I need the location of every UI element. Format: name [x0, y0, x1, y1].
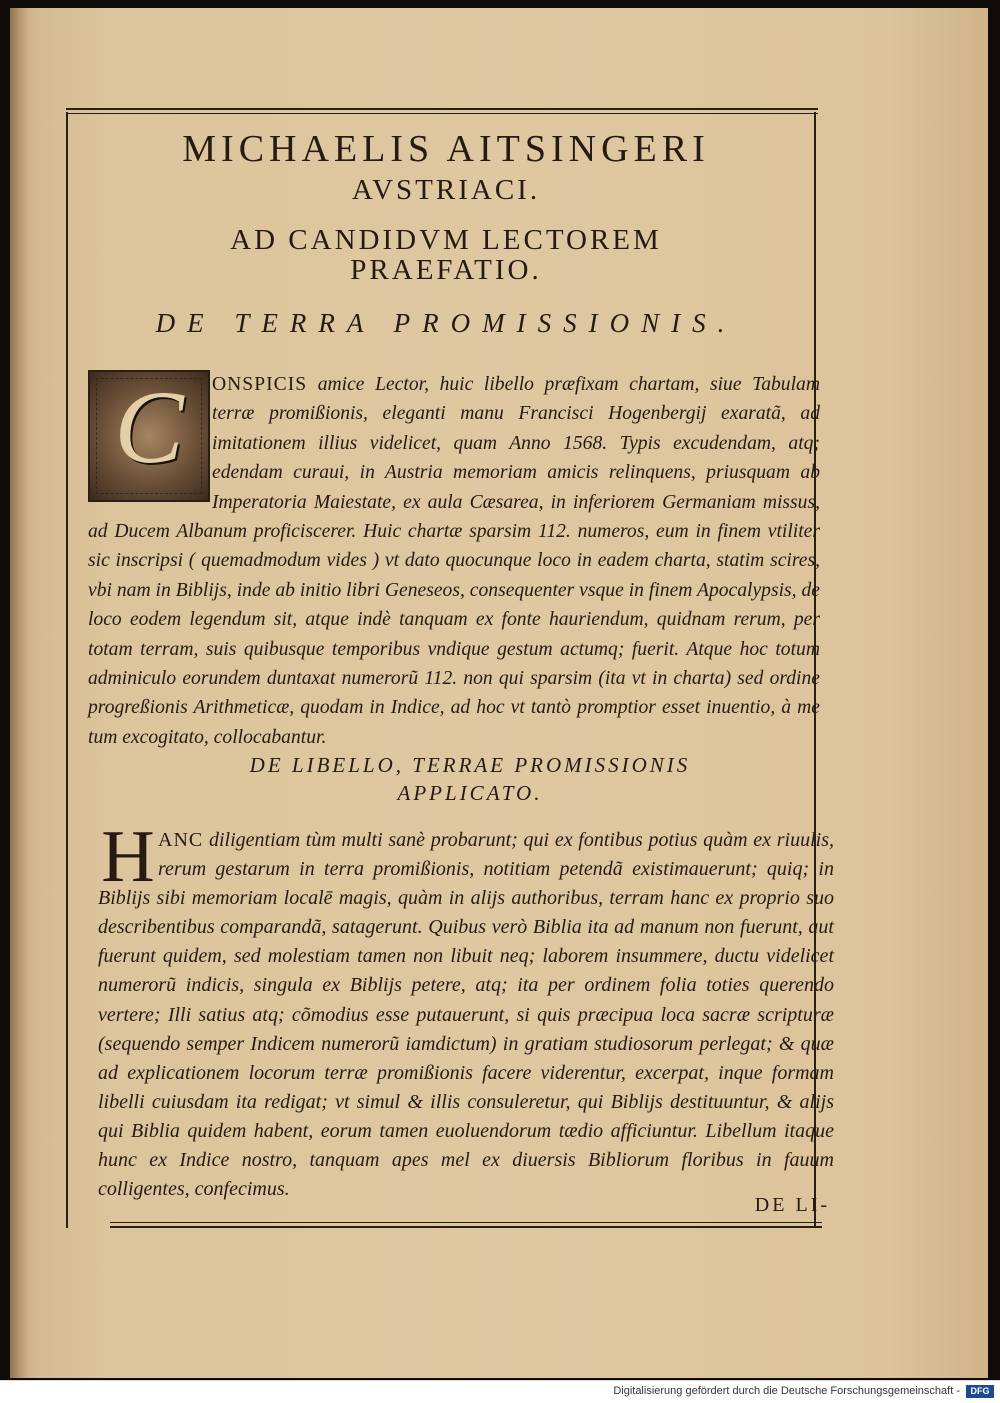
initial-spacer [98, 826, 158, 880]
paragraph2-text: diligentiam tùm multi sanè probarunt; qui ex fontibus potius quàm ex riuulis, rerum gestarum in terra promißionis, notitiam petendã existimauerunt; quiq; in Biblijs sibi memoriam localē magis, quàm in alijs authoribus, terram hanc ex proprio suo describentibus comparandã, satagerunt. Quibus verò Biblia ita ad manum non fuerunt, aut fuerunt quidem, sed molestiam tamen non libuit neq; laborem insummere, ductu videlicet numerorũ indicis, singula ex Biblijs petere, atq; ita per ordinem folia toties querendo vertere; Illi satius atq; cõmodius esse putauerunt, si quis præcipua loca sacræ scripturæ (sequendo semper Indicem numerorũ iamdictum) in gratiam studiosorum perlegat; & quæ ad explicationem locorum terræ promißionis facere viderentur, excerpat, inque formam libelli cuiusdam ita redigat; vt simul & illis consuleretur, qui Biblijs destituuntur, & alijs qui Biblia quidem habent, eorum tamen euoluendorum tædio afficiuntur. Libellum itaque hunc ex Indice nostro, tanquam apes mel ex diuersis Bibliorum floribus in fauum colligentes, confecimus. [98, 829, 834, 1201]
bottom-border-rule [110, 1222, 822, 1228]
paragraph1-text: amice Lector, huic libello præfixam chartam, siue Tabulam terræ promißionis, eleganti manu Francisci Hogenbergij exaratã, ad imitationem illius videlicet, quam Anno 1568. Typis excudendam, atq; edendam curaui, in Austria memoriam amicis relinquens, priusquam ab Imperatoria Maiestate, ex aula Cæsarea, in inferiorem Germaniam missus, ad Ducem Albanum proficiscerer. Huic chartæ sparsim 112. numeros, eum in finem vtiliter sic inscripsi ( quemadmodum vides ) vt dato quocunque loco in eadem charta, statim scires, vbi nam in Biblijs, inde ab initio libri Geneseos, consequenter vsque in finem Apocalypsis, de loco eodem legendum sit, atque indè tanquam ex fonte hauriendum, quidnam rerum, per totam terram, suis quibusque temporibus vndique gestum actumq; fuerit. Atque hoc totum adminiculo eorundem duntaxat numerorũ 112. non qui sparsim (ita vt in charta) sed ordine progreßionis Arithmeticæ, quodam in Indice, ad hoc vt tantò promptior esset inuentio, à me tum excogitato, collocabantur. [88, 374, 820, 748]
funding-credit: Digitalisierung gefördert durch die Deutsche Forschungsgemeinschaft - [613, 1385, 960, 1397]
dfg-logo[interactable]: DFG [966, 1385, 994, 1398]
preface-paragraph-1 [88, 370, 820, 752]
paragraph1-lead-word: ONSPICIS [212, 374, 308, 395]
author-origin: AVSTRIACI. [351, 174, 541, 206]
address-title-line1: AD CANDIDVM LECTOREM [230, 224, 662, 256]
initial-letter-h: H [101, 816, 155, 898]
preface-paragraph-2 [98, 816, 834, 1204]
paragraph2-lead-word: ANC [158, 829, 204, 851]
initial-letter-c: C [114, 370, 184, 485]
subheading-line2: APPLICATO. [397, 781, 543, 805]
section-title: DE TERRA PROMISSIONIS. [155, 308, 737, 338]
subheading-line1: DE LIBELLO, TERRAE PROMISSIONIS [249, 753, 691, 777]
digitization-footer [0, 1380, 1000, 1403]
catchword: DE LI- [754, 1194, 830, 1216]
address-title-line2: PRAEFATIO. [350, 254, 542, 286]
initial-spacer [88, 370, 212, 496]
author-title: MICHAELIS AITSINGERI [182, 128, 710, 170]
